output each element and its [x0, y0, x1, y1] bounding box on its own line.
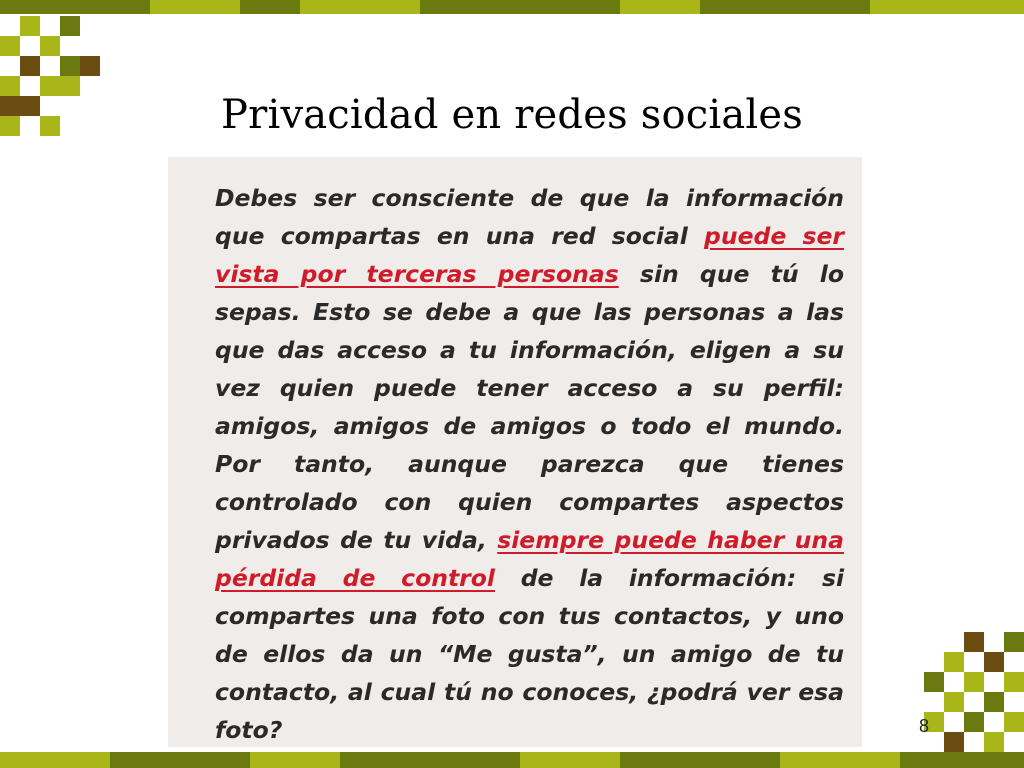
stripe-segment: [110, 752, 250, 768]
stripe-segment: [620, 0, 700, 14]
stripe-segment: [240, 0, 300, 14]
excerpt-text-part: de la información: si compartes una foto con tus contactos, y uno de ellos da un “Me gusta”, un amigo de tu contacto, al cual tú no conoces, ¿podrá ver esa foto?: [215, 564, 845, 744]
slide-number: 8: [919, 716, 930, 736]
pixel-square: [964, 632, 984, 652]
highlighted-phrase: siempre puede haber una pérdida de control: [215, 526, 844, 592]
slide-title: Privacidad en redes sociales: [221, 92, 803, 138]
highlighted-phrase: puede ser vista por terceras personas: [215, 222, 844, 288]
stripe-segment: [620, 752, 780, 768]
pixel-square: [944, 692, 964, 712]
stripe-segment: [700, 0, 870, 14]
stripe-segment: [0, 752, 110, 768]
pixel-square: [40, 36, 60, 56]
stripe-segment: [150, 0, 240, 14]
stripe-segment: [0, 0, 150, 14]
pixel-square: [20, 16, 40, 36]
pixel-square: [964, 672, 984, 692]
pixel-square: [984, 732, 1004, 752]
pixel-square: [80, 56, 100, 76]
stripe-segment: [300, 0, 420, 14]
stripe-segment: [900, 752, 1024, 768]
pixel-square: [0, 36, 20, 56]
stripe-segment: [340, 752, 520, 768]
excerpt-paragraph: [215, 179, 844, 749]
pixel-square: [944, 652, 964, 672]
pixel-square: [20, 56, 40, 76]
stripe-segment: [780, 752, 900, 768]
pixel-pattern-bottom-right: [924, 632, 1024, 752]
stripe-segment: [520, 752, 620, 768]
bottom-decorative-bar: [0, 752, 1024, 768]
top-decorative-bar: [0, 0, 1024, 14]
text-excerpt-panel: [168, 157, 862, 747]
stripe-segment: [420, 0, 620, 14]
stripe-segment: [250, 752, 340, 768]
pixel-square: [944, 732, 964, 752]
pixel-square: [924, 672, 944, 692]
pixel-square: [60, 16, 80, 36]
pixel-square: [1004, 712, 1024, 732]
pixel-square: [1004, 632, 1024, 652]
pixel-square: [964, 712, 984, 732]
pixel-square: [984, 692, 1004, 712]
pixel-square: [1004, 672, 1024, 692]
pixel-square: [60, 56, 80, 76]
stripe-segment: [870, 0, 1024, 14]
excerpt-text-part: sin que tú lo sepas. Esto se debe a que las personas a las que das acceso a tu información, eligen a su vez quien puede tener acceso a su perfil: amigos, amigos de amigos o todo el mundo. Por tanto, aunque parezca que tienes controlado con quien compartes aspectos privados de tu vida,: [215, 260, 844, 554]
pixel-square: [984, 652, 1004, 672]
excerpt-text-part: Debes ser consciente de que la información que compartas en una red social: [215, 184, 844, 250]
